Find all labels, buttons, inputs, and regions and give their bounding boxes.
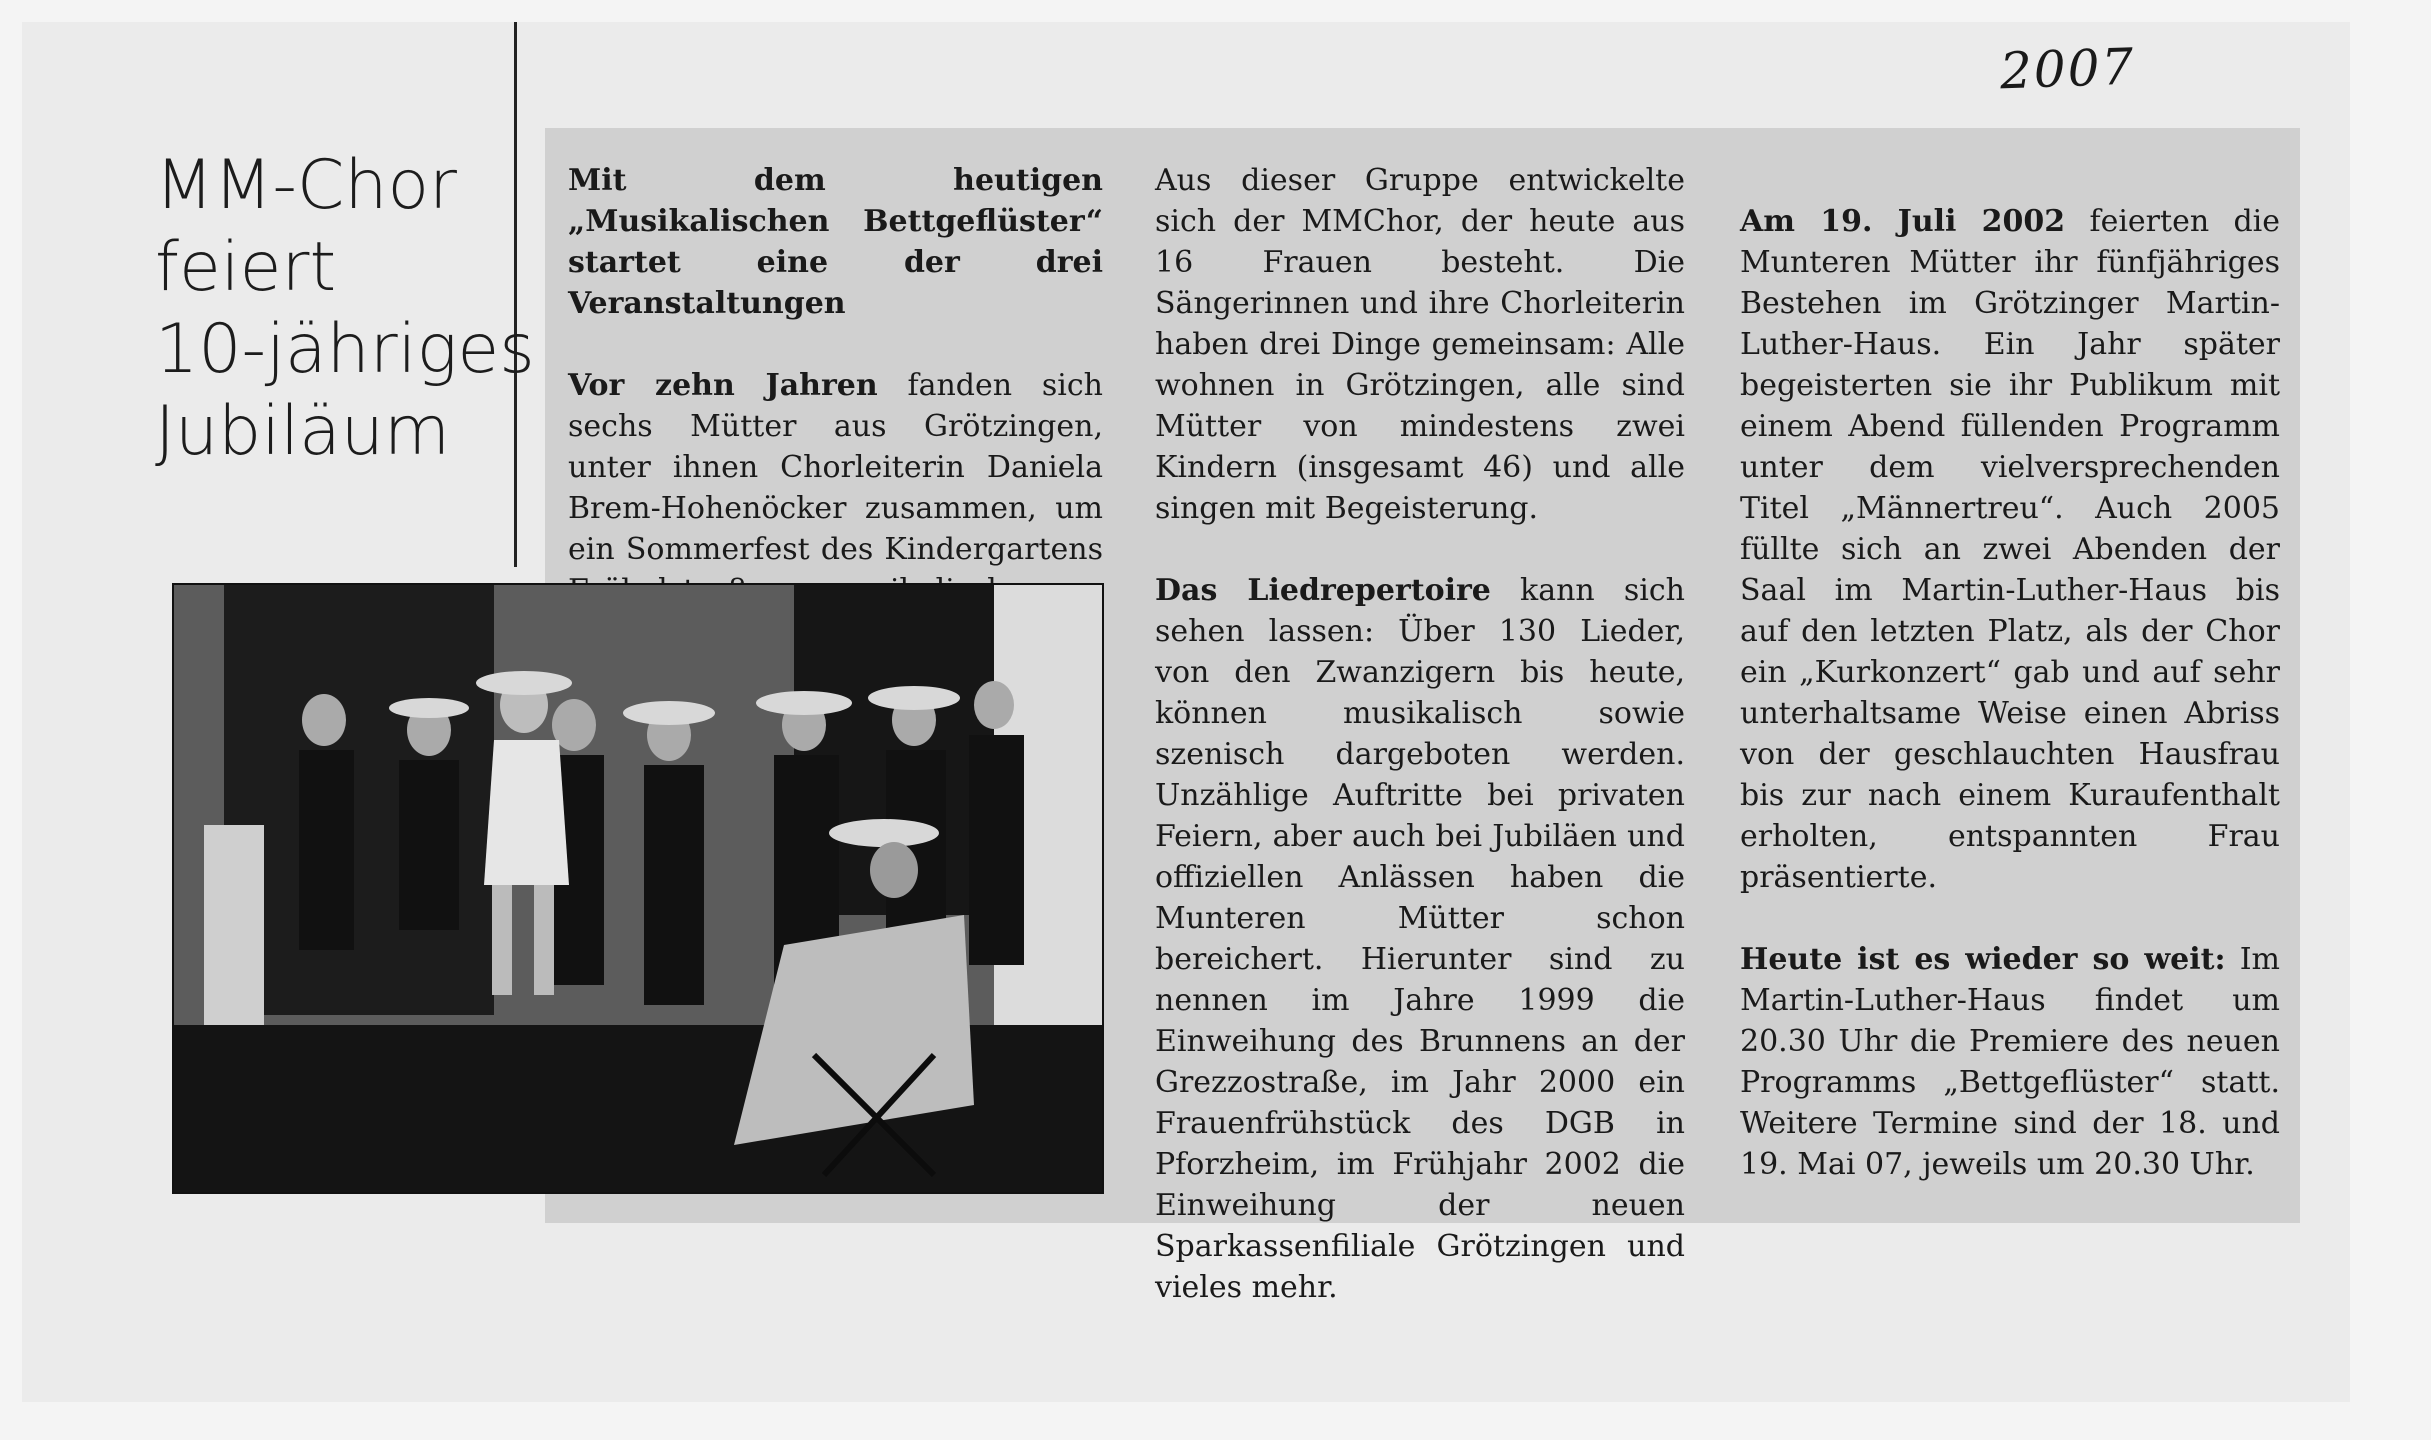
paragraph-1-lead: Vor zehn Jahren bbox=[568, 368, 878, 403]
intro-text: Mit dem heutigen „Musikalischen Bettgeflüster“ startet eine der drei Veranstaltungen bbox=[568, 163, 1103, 321]
article-column-2 bbox=[1155, 160, 1685, 1349]
paragraph-3 bbox=[1155, 570, 1685, 1308]
paragraph-5-lead: Heute ist es wieder so weit: bbox=[1740, 942, 2226, 977]
paragraph-3-body: kann sich sehen lassen: Über 130 Lieder, von den Zwanzigern bis heute, können musikalisch sowie szenisch dargeboten werden. Unzählige Auftritte bei privaten Feiern, aber auch bei Jubiläen und offiziellen Anlässen haben die Munteren Mütter schon bereichert. Hierunter sind zu nennen im Jahre 1999 die Einweihung des Brunnens an der Grezzostraße, im Jahr 2000 ein Frauenfrühstück des DGB in Pforzheim, im Frühjahr 2002 die Einweihung der neuen Sparkassenfiliale Grötzingen und vieles mehr. bbox=[1155, 573, 1685, 1305]
photo-scene bbox=[174, 585, 1102, 1192]
paragraph-4 bbox=[1740, 201, 2280, 898]
paragraph-4-lead: Am 19. Juli 2002 bbox=[1740, 204, 2066, 239]
paragraph-4-body: feierten die Munteren Mütter ihr fünfjähriges Bestehen im Grötzinger Martin-Luther-Haus. Ein Jahr später begeisterten sie ihr Publikum mit einem Abend füllenden Programm unter dem vielversprechenden Titel „Männertreu“. Auch 2005 füllte sich an zwei Abenden der Saal im Martin-Luther-Haus bis auf den letzten Platz, als der Chor ein „Kurkonzert“ gab und auf sehr unterhaltsame Weise einen Abriss von der geschlauchten Hausfrau bis zur nach einem Kuraufenthalt erholten, entspannten Frau präsentierte. bbox=[1740, 204, 2280, 895]
paragraph-1-body: fanden sich sechs Mütter aus Grötzingen, unter ihnen Chorleiterin Daniela Brem-Hohenöcker zusammen, um ein Sommerfest des Kindergartens bbox=[568, 368, 1103, 567]
headline-line-2: feiert bbox=[155, 228, 337, 307]
headline-line-1: MM-Chor bbox=[155, 146, 458, 225]
paragraph-5 bbox=[1740, 939, 2280, 1185]
paragraph-2: Aus dieser Gruppe entwickelte sich der MMChor, der heute aus 16 Frauen besteht. Die Sängerinnen und ihre Chorleiterin haben drei Dinge gemeinsam: Alle wohnen in Grötzingen, alle sind Mütter von mindestens zwei Kindern (insgesamt 46) und alle singen mit Begeisterung. bbox=[1155, 163, 1685, 526]
headline-line-3: 10-jähriges bbox=[155, 310, 535, 389]
headline bbox=[155, 145, 535, 473]
handwritten-year: 2007 bbox=[1999, 37, 2137, 101]
article-column-3 bbox=[1740, 201, 2280, 1226]
headline-line-4: Jubiläum bbox=[155, 392, 451, 471]
paragraph-5-body: Im Martin-Luther-Haus findet um 20.30 Uhr die Premiere des neuen Programms „Bettgeflüster“ statt. Weitere Termine sind der 18. und 19. Mai 07, jeweils um 20.30 Uhr. bbox=[1740, 942, 2280, 1182]
stage-photo bbox=[172, 583, 1104, 1194]
paragraph-3-lead: Das Liedrepertoire bbox=[1155, 573, 1491, 608]
